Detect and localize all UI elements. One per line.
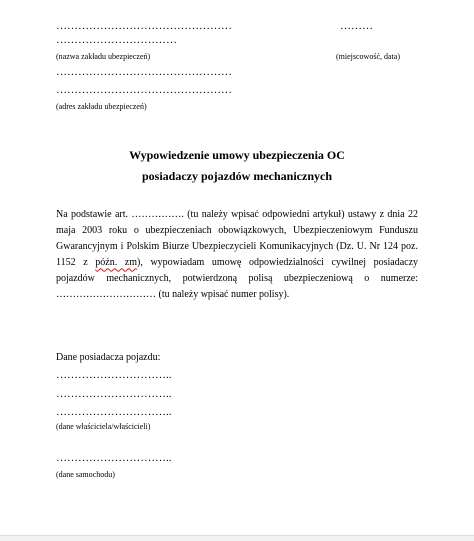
page-bottom-edge [0,535,474,541]
place-date-line: ……… [340,20,373,32]
vehicle-line: ………………………….. [56,452,172,464]
insurer-name-label: (nazwa zakładu ubezpieczeń) [56,52,151,61]
owner-label: (dane właściciela/właścicieli) [56,422,151,431]
document-title-line-2: posiadaczy pojazdów mechanicznych [142,169,332,183]
document-title-line-1: Wypowiedzenie umowy ubezpieczenia OC [129,148,345,162]
insurer-address-line-1: ………………………………………… [56,66,232,78]
place-date-label: (miejscowość, data) [336,52,400,61]
owner-line-2: ………………………….. [56,388,172,400]
body-text-part-1: Na podstawie art. ……………. (tu należy wpisać odpowiedni artykuł) ustawy z dnia 22 maja 2003 roku o ubezpieczeniach obowiązkowych, Ubezpieczeniowym Funduszu Gwarancyjnym i Polskim Biurze Ubezpieczycieli Komunikacyjnych (Dz. U. Nr 124 poz. 1152 z [56,209,418,269]
insurer-address-label: (adres zakładu ubezpieczeń) [56,102,147,111]
spelling-flag-text: późn. zm [95,257,138,269]
vehicle-label: (dane samochodu) [56,470,115,479]
owner-line-1: ………………………….. [56,369,172,381]
insurer-name-line-1: ………………………………………… [56,20,232,32]
insurer-address-line-2: ………………………………………… [56,84,232,96]
body-paragraph [56,207,418,304]
body-text-part-2: ), wypowiadam umowę odpowiedzialności cywilnej posiadaczy pojazdów mechanicznych, potwierdzoną polisą ubezpieczeniową o numerze: ………………………… (tu należy wpisać numer polisy). [56,257,419,301]
insurer-name-line-2: …………………………… [56,34,177,46]
owner-data-heading: Dane posiadacza pojazdu: [56,352,161,363]
owner-line-3: ………………………….. [56,406,172,418]
